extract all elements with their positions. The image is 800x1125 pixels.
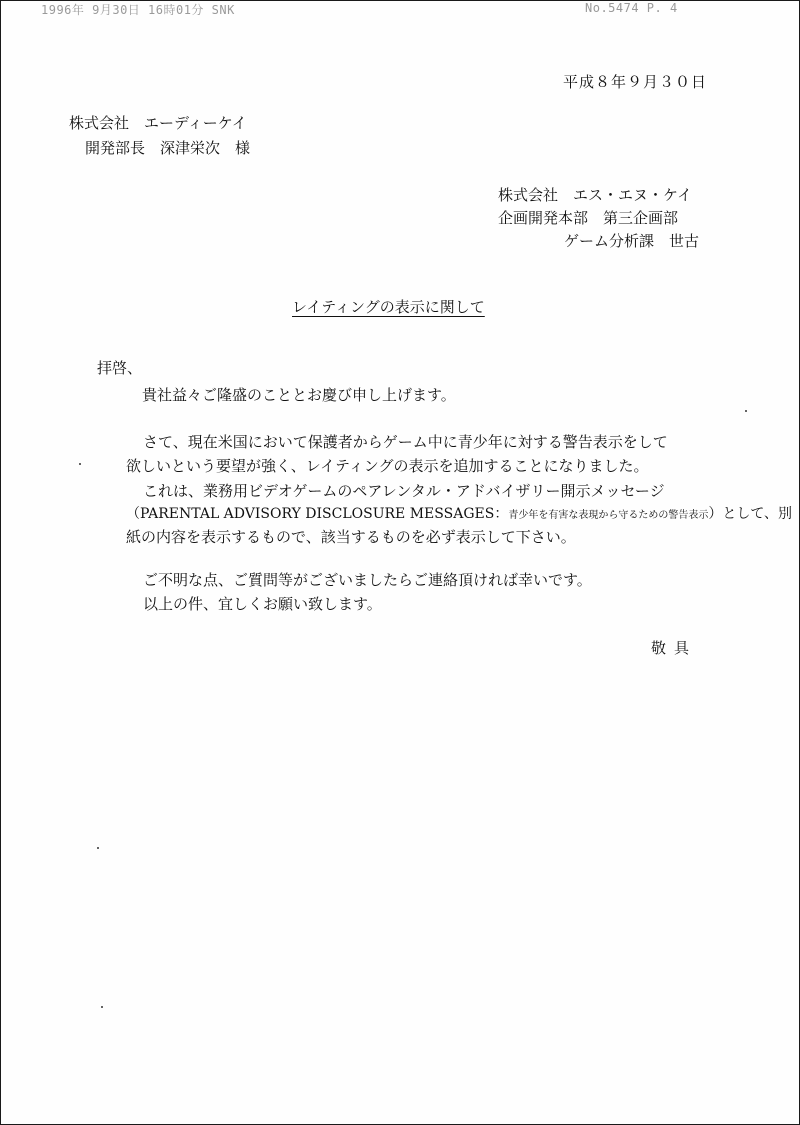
body-line: 紙の内容を表示するもので、該当するものを必ず表示して下さい。 xyxy=(126,528,576,546)
body-line: 欲しいという要望が強く、レイティングの表示を追加することになりました。 xyxy=(126,457,649,475)
disclosure-term: （PARENTAL ADVISORY DISCLOSURE MESSAGES： xyxy=(126,506,509,522)
letter-subject: レイティングの表示に関して xyxy=(292,298,485,316)
letter-date: 平成８年９月３０日 xyxy=(563,73,708,91)
body-line: これは、業務用ビデオゲームのペアレンタル・アドバイザリー開示メッセージ xyxy=(143,482,665,500)
letter-closing: 敬具 xyxy=(651,639,698,657)
scan-speck xyxy=(97,847,99,849)
scan-speck xyxy=(745,410,747,412)
body-line-tail: ）として、別 xyxy=(708,506,793,522)
sender-company: 株式会社 エス・エヌ・ケイ xyxy=(498,186,692,204)
recipient-person: 開発部長 深津栄次 様 xyxy=(85,139,251,157)
letter-greeting: 貴社益々ご隆盛のこととお慶び申し上げます。 xyxy=(142,386,456,404)
body-line: さて、現在米国において保護者からゲーム中に青少年に対する警告表示をして xyxy=(143,433,668,451)
fax-page-number: No.5474 P. 4 xyxy=(585,1,678,15)
body-line xyxy=(126,507,792,521)
fax-transmission-header: 1996年 9月30日 16時01分 SNK xyxy=(41,3,235,17)
body-line: 以上の件、宜しくお願い致します。 xyxy=(143,595,382,613)
body-line: ご不明な点、ご質問等がございましたらご連絡頂ければ幸いです。 xyxy=(143,571,592,589)
scan-speck xyxy=(79,463,81,465)
sender-person: ゲーム分析課 世古 xyxy=(564,232,700,250)
sender-department: 企画開発本部 第三企画部 xyxy=(498,209,679,227)
letter-opening: 拝啓、 xyxy=(97,359,143,377)
scan-speck xyxy=(101,1006,103,1008)
disclosure-translation: 青少年を有害な表現から守るための警告表示 xyxy=(508,510,709,521)
recipient-company: 株式会社 エーディーケイ xyxy=(69,114,247,132)
